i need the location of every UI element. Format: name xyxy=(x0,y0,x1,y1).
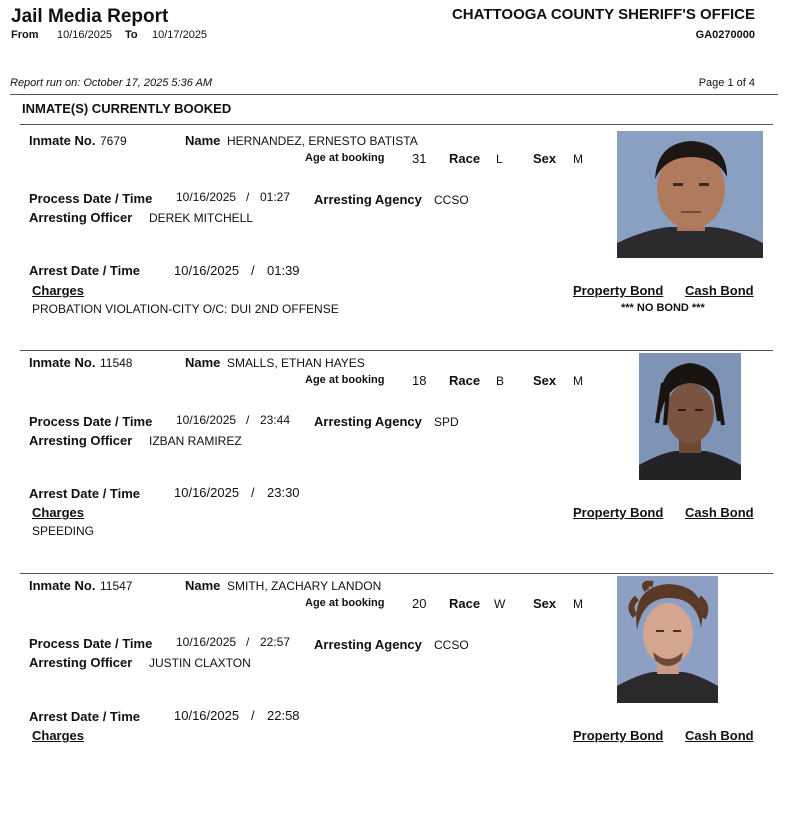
name-label: Name xyxy=(185,578,221,593)
race-value: L xyxy=(496,152,503,166)
inmate-number: 7679 xyxy=(100,134,127,148)
inmate-no-label: Inmate No. xyxy=(29,355,96,370)
inmate-name: SMALLS, ETHAN HAYES xyxy=(227,356,365,370)
inmate-no-label: Inmate No. xyxy=(29,133,96,148)
inmate-name: SMITH, ZACHARY LANDON xyxy=(227,579,382,593)
inmate-number: 11548 xyxy=(100,356,133,370)
sex-label: Sex xyxy=(533,151,557,166)
sex-value: M xyxy=(573,597,583,611)
sex-label: Sex xyxy=(533,373,557,388)
sex-value: M xyxy=(573,374,583,388)
race-value: B xyxy=(496,374,505,388)
name-label: Name xyxy=(185,355,221,370)
agency-value: SPD xyxy=(434,415,459,429)
charge-text: PROBATION VIOLATION-CITY O/C: DUI 2ND OFFENSE xyxy=(32,302,339,316)
cash-bond-label: Cash Bond xyxy=(685,728,754,743)
officer-label: Arresting Officer xyxy=(29,433,133,448)
process-time: 01:27 xyxy=(260,190,291,204)
page-number: Page 1 of 4 xyxy=(698,77,755,89)
inmate-photo xyxy=(639,353,741,480)
age-label: Age at booking xyxy=(305,597,385,609)
property-bond-label: Property Bond xyxy=(573,283,664,298)
age-label: Age at booking xyxy=(305,374,385,386)
age-value: 20 xyxy=(412,596,427,611)
from-label: From xyxy=(11,29,39,41)
age-value: 31 xyxy=(412,151,427,166)
name-label: Name xyxy=(185,133,221,148)
slash: / xyxy=(251,263,255,278)
arrest-date: 10/16/2025 xyxy=(174,263,240,278)
cash-bond-label: Cash Bond xyxy=(685,283,754,298)
race-label: Race xyxy=(449,596,481,611)
arrest-label: Arrest Date / Time xyxy=(29,263,141,278)
sex-value: M xyxy=(573,152,583,166)
race-label: Race xyxy=(449,373,481,388)
officer-label: Arresting Officer xyxy=(29,655,133,670)
process-time: 23:44 xyxy=(260,413,291,427)
process-label: Process Date / Time xyxy=(29,191,153,206)
office-name: CHATTOOGA COUNTY SHERIFF'S OFFICE xyxy=(451,6,755,23)
agency-label: Arresting Agency xyxy=(314,414,422,429)
officer-value: DEREK MITCHELL xyxy=(149,211,254,225)
age-label: Age at booking xyxy=(305,152,385,164)
process-date: 10/16/2025 xyxy=(176,635,237,649)
arrest-time: 23:30 xyxy=(267,485,300,500)
inmate-number: 11547 xyxy=(100,579,133,593)
arrest-date: 10/16/2025 xyxy=(174,708,240,723)
inmate-name: HERNANDEZ, ERNESTO BATISTA xyxy=(227,134,418,148)
sex-label: Sex xyxy=(533,596,557,611)
record-divider xyxy=(20,350,773,351)
agency-value: CCSO xyxy=(434,638,469,652)
process-date: 10/16/2025 xyxy=(176,190,237,204)
agency-value: CCSO xyxy=(434,193,469,207)
agency-label: Arresting Agency xyxy=(314,192,422,207)
arrest-label: Arrest Date / Time xyxy=(29,486,141,501)
slash: / xyxy=(246,190,250,204)
property-bond-label: Property Bond xyxy=(573,505,664,520)
report-title: Jail Media Report xyxy=(11,6,169,27)
arrest-time: 22:58 xyxy=(267,708,300,723)
arrest-time: 01:39 xyxy=(267,263,300,278)
process-label: Process Date / Time xyxy=(29,636,153,651)
race-value: W xyxy=(494,597,506,611)
section-title: INMATE(S) CURRENTLY BOOKED xyxy=(22,101,232,116)
process-label: Process Date / Time xyxy=(29,414,153,429)
slash: / xyxy=(246,413,250,427)
officer-label: Arresting Officer xyxy=(29,210,133,225)
officer-value: IZBAN RAMIREZ xyxy=(149,434,242,448)
inmate-photo xyxy=(617,131,763,258)
property-bond-label: Property Bond xyxy=(573,728,664,743)
officer-value: JUSTIN CLAXTON xyxy=(149,656,251,670)
charges-label: Charges xyxy=(32,283,85,298)
slash: / xyxy=(246,635,250,649)
charges-label: Charges xyxy=(32,728,85,743)
bond-note: *** NO BOND *** xyxy=(621,302,705,314)
slash: / xyxy=(251,485,255,500)
arrest-date: 10/16/2025 xyxy=(174,485,240,500)
age-value: 18 xyxy=(412,373,427,388)
charge-text: SPEEDING xyxy=(32,524,95,538)
slash: / xyxy=(251,708,255,723)
to-date: 10/17/2025 xyxy=(152,29,208,41)
agency-label: Arresting Agency xyxy=(314,637,422,652)
process-date: 10/16/2025 xyxy=(176,413,237,427)
race-label: Race xyxy=(449,151,481,166)
header-divider xyxy=(10,94,778,95)
cash-bond-label: Cash Bond xyxy=(685,505,754,520)
from-date: 10/16/2025 xyxy=(57,29,113,41)
report-run-on: Report run on: October 17, 2025 5:36 AM xyxy=(10,77,212,89)
record-divider xyxy=(20,573,773,574)
inmate-no-label: Inmate No. xyxy=(29,578,96,593)
ori-code: GA0270000 xyxy=(695,29,755,41)
arrest-label: Arrest Date / Time xyxy=(29,709,141,724)
process-time: 22:57 xyxy=(260,635,291,649)
record-divider xyxy=(20,124,773,125)
charges-label: Charges xyxy=(32,505,85,520)
to-label: To xyxy=(125,29,138,41)
inmate-photo xyxy=(617,576,718,703)
